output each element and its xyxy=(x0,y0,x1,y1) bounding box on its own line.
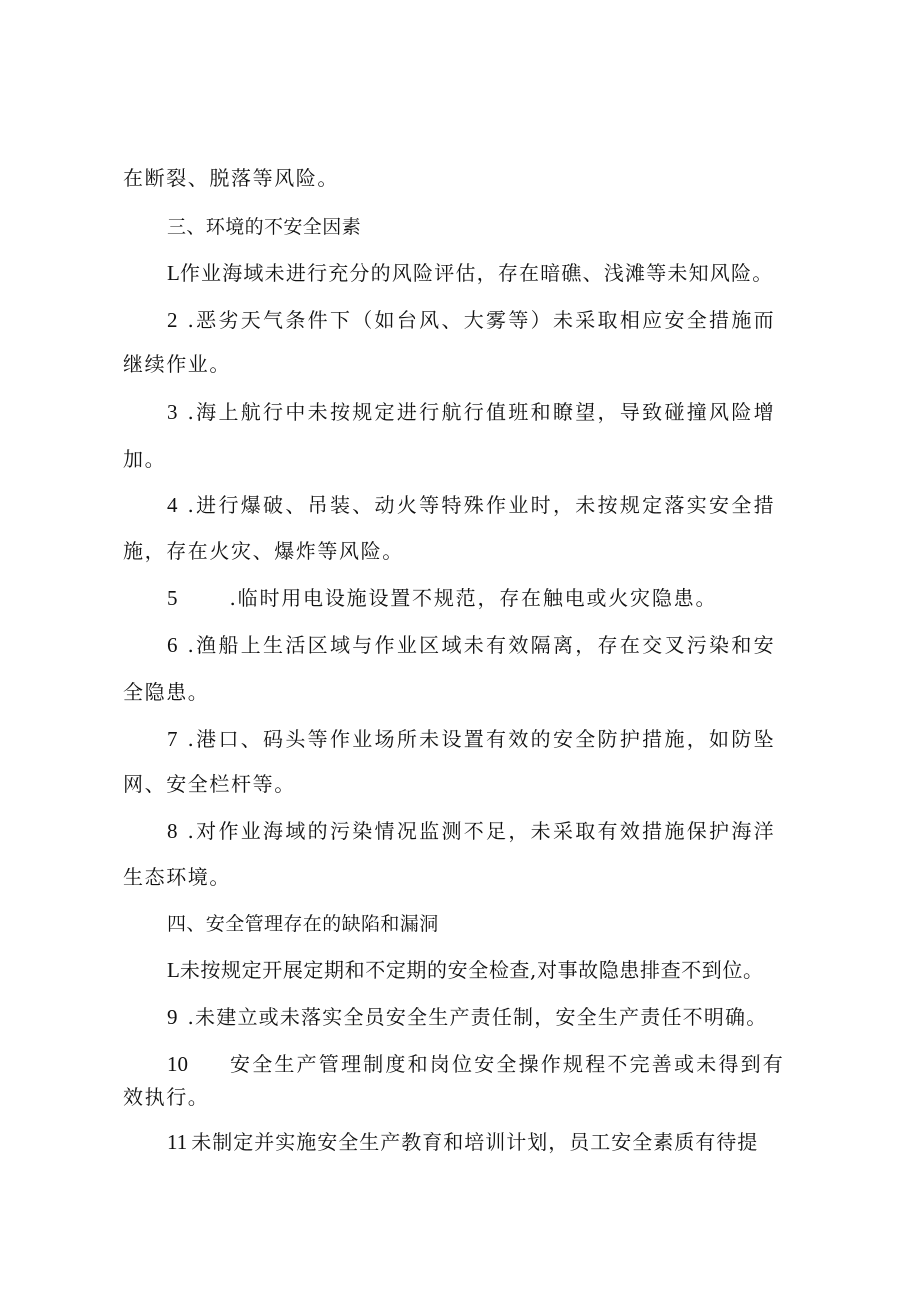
continuation-line xyxy=(123,770,296,798)
list-item xyxy=(167,398,776,426)
continuation-line xyxy=(123,863,231,891)
line-text: 在断裂、脱落等风险。 xyxy=(123,166,339,190)
line-text: 加。 xyxy=(123,447,167,471)
list-item xyxy=(167,1003,767,1031)
item-number: 3 xyxy=(167,400,178,424)
continuation-line xyxy=(123,445,166,473)
item-text: 未按规定开展定期和不定期的安全检查,对事故隐患排查不到位。 xyxy=(179,958,764,982)
item-text: .临时用电设施设置不规范，存在触电或火灾隐患。 xyxy=(229,586,718,610)
list-item xyxy=(167,1050,785,1078)
line-text: 继续作业。 xyxy=(123,352,231,376)
item-text: 作业海域未进行充分的风险评估，存在暗礁、浅滩等未知风险。 xyxy=(179,261,774,285)
list-item xyxy=(167,1128,758,1156)
line-text: 效执行。 xyxy=(123,1085,210,1109)
item-text: .恶劣天气条件下（如台风、大雾等）未采取相应安全措施而 xyxy=(187,308,776,332)
line-text: 全隐患。 xyxy=(123,680,210,704)
item-number: 4 xyxy=(167,493,178,517)
section-heading-3 xyxy=(167,213,361,241)
list-item xyxy=(167,306,776,334)
heading-text: 四、安全管理存在的缺陷和漏洞 xyxy=(167,913,439,935)
list-item xyxy=(167,956,764,984)
item-text: 未制定并实施安全生产教育和培训计划，员工安全素质有待提 xyxy=(191,1130,759,1154)
list-item xyxy=(167,817,776,845)
item-text: .对作业海域的污染情况监测不足，未采取有效措施保护海洋 xyxy=(187,819,776,843)
item-text: .渔船上生活区域与作业区域未有效隔离，存在交叉污染和安 xyxy=(187,633,776,657)
item-text: .海上航行中未按规定进行航行值班和瞭望，导致碰撞风险增 xyxy=(187,400,776,424)
item-number: 11 xyxy=(167,1130,188,1154)
item-text: .进行爆破、吊装、动火等特殊作业时，未按规定落实安全措 xyxy=(187,493,776,517)
item-text: .未建立或未落实全员安全生产责任制，安全生产责任不明确。 xyxy=(187,1005,768,1029)
item-number: 8 xyxy=(167,819,178,843)
line-text: 网、安全栏杆等。 xyxy=(123,772,296,796)
item-number: L xyxy=(167,261,180,285)
heading-text: 三、环境的不安全因素 xyxy=(167,216,362,238)
list-item xyxy=(167,725,776,753)
continuation-line xyxy=(123,350,231,378)
list-item xyxy=(167,491,776,519)
item-number: 9 xyxy=(167,1005,178,1029)
continuation-line xyxy=(123,537,404,565)
item-number: 7 xyxy=(167,727,178,751)
item-text: 安全生产管理制度和岗位安全操作规程不完善或未得到有 xyxy=(230,1052,785,1076)
line-text: 施，存在火灾、爆炸等风险。 xyxy=(123,539,404,563)
item-number: 5 xyxy=(167,586,178,610)
item-number: 10 xyxy=(167,1052,188,1076)
item-number: 6 xyxy=(167,633,178,657)
item-number: L xyxy=(167,958,180,982)
line-text: 生态环境。 xyxy=(123,865,231,889)
continuation-line xyxy=(123,1083,209,1111)
item-number: 2 xyxy=(167,308,178,332)
continuation-line xyxy=(123,678,209,706)
list-item xyxy=(167,259,773,287)
list-item xyxy=(167,584,717,612)
continuation-line xyxy=(123,164,339,192)
section-heading-4 xyxy=(167,910,439,938)
item-text: .港口、码头等作业场所未设置有效的安全防护措施，如防坠 xyxy=(187,727,776,751)
list-item xyxy=(167,631,776,659)
